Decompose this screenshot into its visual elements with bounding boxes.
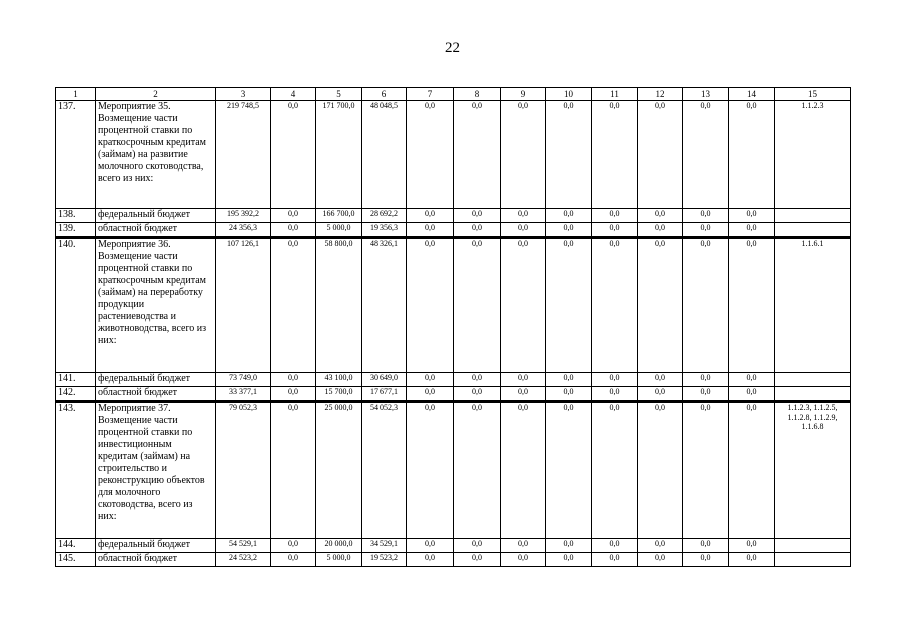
column-header: 4: [271, 88, 316, 101]
table-row: [56, 373, 851, 387]
row-name: федеральный бюджет: [96, 539, 216, 553]
value-cell: 0,0: [407, 223, 454, 238]
column-header: 2: [96, 88, 216, 101]
value-cell: 0,0: [546, 373, 592, 387]
reference-cell: [775, 553, 851, 567]
table-row: [56, 209, 851, 223]
value-cell: 0,0: [729, 539, 775, 553]
table-row: [56, 539, 851, 553]
row-number: 143.: [56, 402, 96, 539]
value-cell: 15 700,0: [316, 387, 362, 402]
value-cell: 0,0: [638, 553, 683, 567]
value-cell: 79 052,3: [216, 402, 271, 539]
value-cell: 0,0: [638, 539, 683, 553]
value-cell: 0,0: [271, 209, 316, 223]
reference-cell: 1.1.6.1: [775, 238, 851, 373]
value-cell: 0,0: [271, 223, 316, 238]
reference-cell: [775, 373, 851, 387]
value-cell: 0,0: [454, 238, 501, 373]
column-header: 6: [362, 88, 407, 101]
value-cell: 0,0: [454, 101, 501, 209]
column-header: 15: [775, 88, 851, 101]
value-cell: 0,0: [546, 101, 592, 209]
value-cell: 0,0: [407, 402, 454, 539]
value-cell: 0,0: [683, 373, 729, 387]
column-header: 13: [683, 88, 729, 101]
value-cell: 0,0: [638, 101, 683, 209]
value-cell: 0,0: [407, 101, 454, 209]
row-name: федеральный бюджет: [96, 373, 216, 387]
value-cell: 0,0: [407, 553, 454, 567]
table-row: [56, 101, 851, 209]
row-name: федеральный бюджет: [96, 209, 216, 223]
value-cell: 0,0: [729, 553, 775, 567]
value-cell: 0,0: [454, 387, 501, 402]
value-cell: 0,0: [638, 373, 683, 387]
value-cell: 0,0: [546, 238, 592, 373]
value-cell: 0,0: [729, 101, 775, 209]
column-header: 11: [592, 88, 638, 101]
value-cell: 30 649,0: [362, 373, 407, 387]
value-cell: 0,0: [271, 553, 316, 567]
value-cell: 43 100,0: [316, 373, 362, 387]
value-cell: 25 000,0: [316, 402, 362, 539]
value-cell: 5 000,0: [316, 223, 362, 238]
value-cell: 0,0: [729, 223, 775, 238]
value-cell: 0,0: [407, 373, 454, 387]
value-cell: 0,0: [546, 223, 592, 238]
row-number: 144.: [56, 539, 96, 553]
value-cell: 0,0: [454, 209, 501, 223]
value-cell: 0,0: [683, 223, 729, 238]
value-cell: 73 749,0: [216, 373, 271, 387]
value-cell: 0,0: [592, 373, 638, 387]
value-cell: 0,0: [592, 402, 638, 539]
value-cell: 54 052,3: [362, 402, 407, 539]
value-cell: 0,0: [638, 209, 683, 223]
row-number: 137.: [56, 101, 96, 209]
value-cell: 0,0: [271, 373, 316, 387]
header-row: [56, 88, 851, 101]
value-cell: 0,0: [638, 238, 683, 373]
value-cell: 0,0: [501, 402, 546, 539]
reference-cell: 1.1.2.3: [775, 101, 851, 209]
value-cell: 0,0: [271, 539, 316, 553]
value-cell: 0,0: [454, 373, 501, 387]
row-number: 140.: [56, 238, 96, 373]
value-cell: 0,0: [454, 402, 501, 539]
value-cell: 0,0: [683, 402, 729, 539]
table-row: [56, 553, 851, 567]
value-cell: 0,0: [501, 553, 546, 567]
table-row: [56, 402, 851, 539]
value-cell: 0,0: [546, 209, 592, 223]
value-cell: 0,0: [683, 238, 729, 373]
value-cell: 107 126,1: [216, 238, 271, 373]
value-cell: 0,0: [407, 209, 454, 223]
budget-table: [55, 87, 851, 567]
value-cell: 0,0: [454, 539, 501, 553]
value-cell: 0,0: [501, 387, 546, 402]
value-cell: 33 377,1: [216, 387, 271, 402]
reference-cell: [775, 387, 851, 402]
value-cell: 195 392,2: [216, 209, 271, 223]
row-number: 142.: [56, 387, 96, 402]
value-cell: 0,0: [501, 539, 546, 553]
value-cell: 0,0: [592, 539, 638, 553]
value-cell: 0,0: [638, 402, 683, 539]
value-cell: 34 529,1: [362, 539, 407, 553]
value-cell: 0,0: [729, 387, 775, 402]
value-cell: 0,0: [407, 238, 454, 373]
value-cell: 0,0: [454, 223, 501, 238]
value-cell: 0,0: [454, 553, 501, 567]
value-cell: 0,0: [271, 402, 316, 539]
column-header: 8: [454, 88, 501, 101]
value-cell: 5 000,0: [316, 553, 362, 567]
value-cell: 0,0: [546, 402, 592, 539]
value-cell: 171 700,0: [316, 101, 362, 209]
value-cell: 0,0: [271, 101, 316, 209]
value-cell: 0,0: [546, 387, 592, 402]
value-cell: 0,0: [501, 209, 546, 223]
value-cell: 0,0: [592, 209, 638, 223]
value-cell: 0,0: [501, 101, 546, 209]
value-cell: 0,0: [407, 539, 454, 553]
row-number: 141.: [56, 373, 96, 387]
value-cell: 0,0: [638, 387, 683, 402]
value-cell: 0,0: [638, 223, 683, 238]
row-number: 138.: [56, 209, 96, 223]
value-cell: 58 800,0: [316, 238, 362, 373]
value-cell: 0,0: [271, 387, 316, 402]
table-row: [56, 238, 851, 373]
value-cell: 0,0: [592, 223, 638, 238]
value-cell: 0,0: [729, 238, 775, 373]
value-cell: 28 692,2: [362, 209, 407, 223]
value-cell: 48 048,5: [362, 101, 407, 209]
value-cell: 0,0: [683, 553, 729, 567]
value-cell: 0,0: [592, 101, 638, 209]
value-cell: 0,0: [729, 209, 775, 223]
row-name: областной бюджет: [96, 553, 216, 567]
value-cell: 0,0: [729, 373, 775, 387]
value-cell: 0,0: [683, 387, 729, 402]
value-cell: 24 523,2: [216, 553, 271, 567]
value-cell: 19 523,2: [362, 553, 407, 567]
value-cell: 0,0: [683, 101, 729, 209]
value-cell: 0,0: [729, 402, 775, 539]
row-name: Мероприятие 37. Возмещение части процентной ставки по инвестиционным кредитам (займам) на строительство и реконструкцию объектов для молочного скотоводства, всего из них:: [96, 402, 216, 539]
column-header: 10: [546, 88, 592, 101]
column-header: 12: [638, 88, 683, 101]
reference-cell: 1.1.2.3, 1.1.2.5, 1.1.2.8, 1.1.2.9, 1.1.6.8: [775, 402, 851, 539]
value-cell: 0,0: [592, 387, 638, 402]
value-cell: 0,0: [546, 539, 592, 553]
value-cell: 0,0: [501, 373, 546, 387]
reference-cell: [775, 223, 851, 238]
column-header: 7: [407, 88, 454, 101]
row-number: 145.: [56, 553, 96, 567]
column-header: 9: [501, 88, 546, 101]
value-cell: 20 000,0: [316, 539, 362, 553]
reference-cell: [775, 539, 851, 553]
value-cell: 0,0: [546, 553, 592, 567]
value-cell: 17 677,1: [362, 387, 407, 402]
column-header: 14: [729, 88, 775, 101]
row-name: областной бюджет: [96, 387, 216, 402]
value-cell: 0,0: [683, 209, 729, 223]
value-cell: 0,0: [501, 223, 546, 238]
value-cell: 219 748,5: [216, 101, 271, 209]
value-cell: 0,0: [501, 238, 546, 373]
table-row: [56, 387, 851, 402]
table-row: [56, 223, 851, 238]
column-header: 3: [216, 88, 271, 101]
value-cell: 0,0: [271, 238, 316, 373]
value-cell: 0,0: [592, 553, 638, 567]
value-cell: 24 356,3: [216, 223, 271, 238]
value-cell: 0,0: [592, 238, 638, 373]
row-name: областной бюджет: [96, 223, 216, 238]
value-cell: 0,0: [407, 387, 454, 402]
row-name: Мероприятие 35. Возмещение части процентной ставки по краткосрочным кредитам (займам) на развитие молочного скотоводства, всего из них:: [96, 101, 216, 209]
value-cell: 19 356,3: [362, 223, 407, 238]
value-cell: 54 529,1: [216, 539, 271, 553]
row-number: 139.: [56, 223, 96, 238]
value-cell: 0,0: [683, 539, 729, 553]
column-header: 5: [316, 88, 362, 101]
row-name: Мероприятие 36. Возмещение части процентной ставки по краткосрочным кредитам (займам) на переработку продукции растениеводства и животноводства, всего из них:: [96, 238, 216, 373]
value-cell: 166 700,0: [316, 209, 362, 223]
value-cell: 48 326,1: [362, 238, 407, 373]
column-header: 1: [56, 88, 96, 101]
reference-cell: [775, 209, 851, 223]
page-number: 22: [445, 40, 460, 56]
